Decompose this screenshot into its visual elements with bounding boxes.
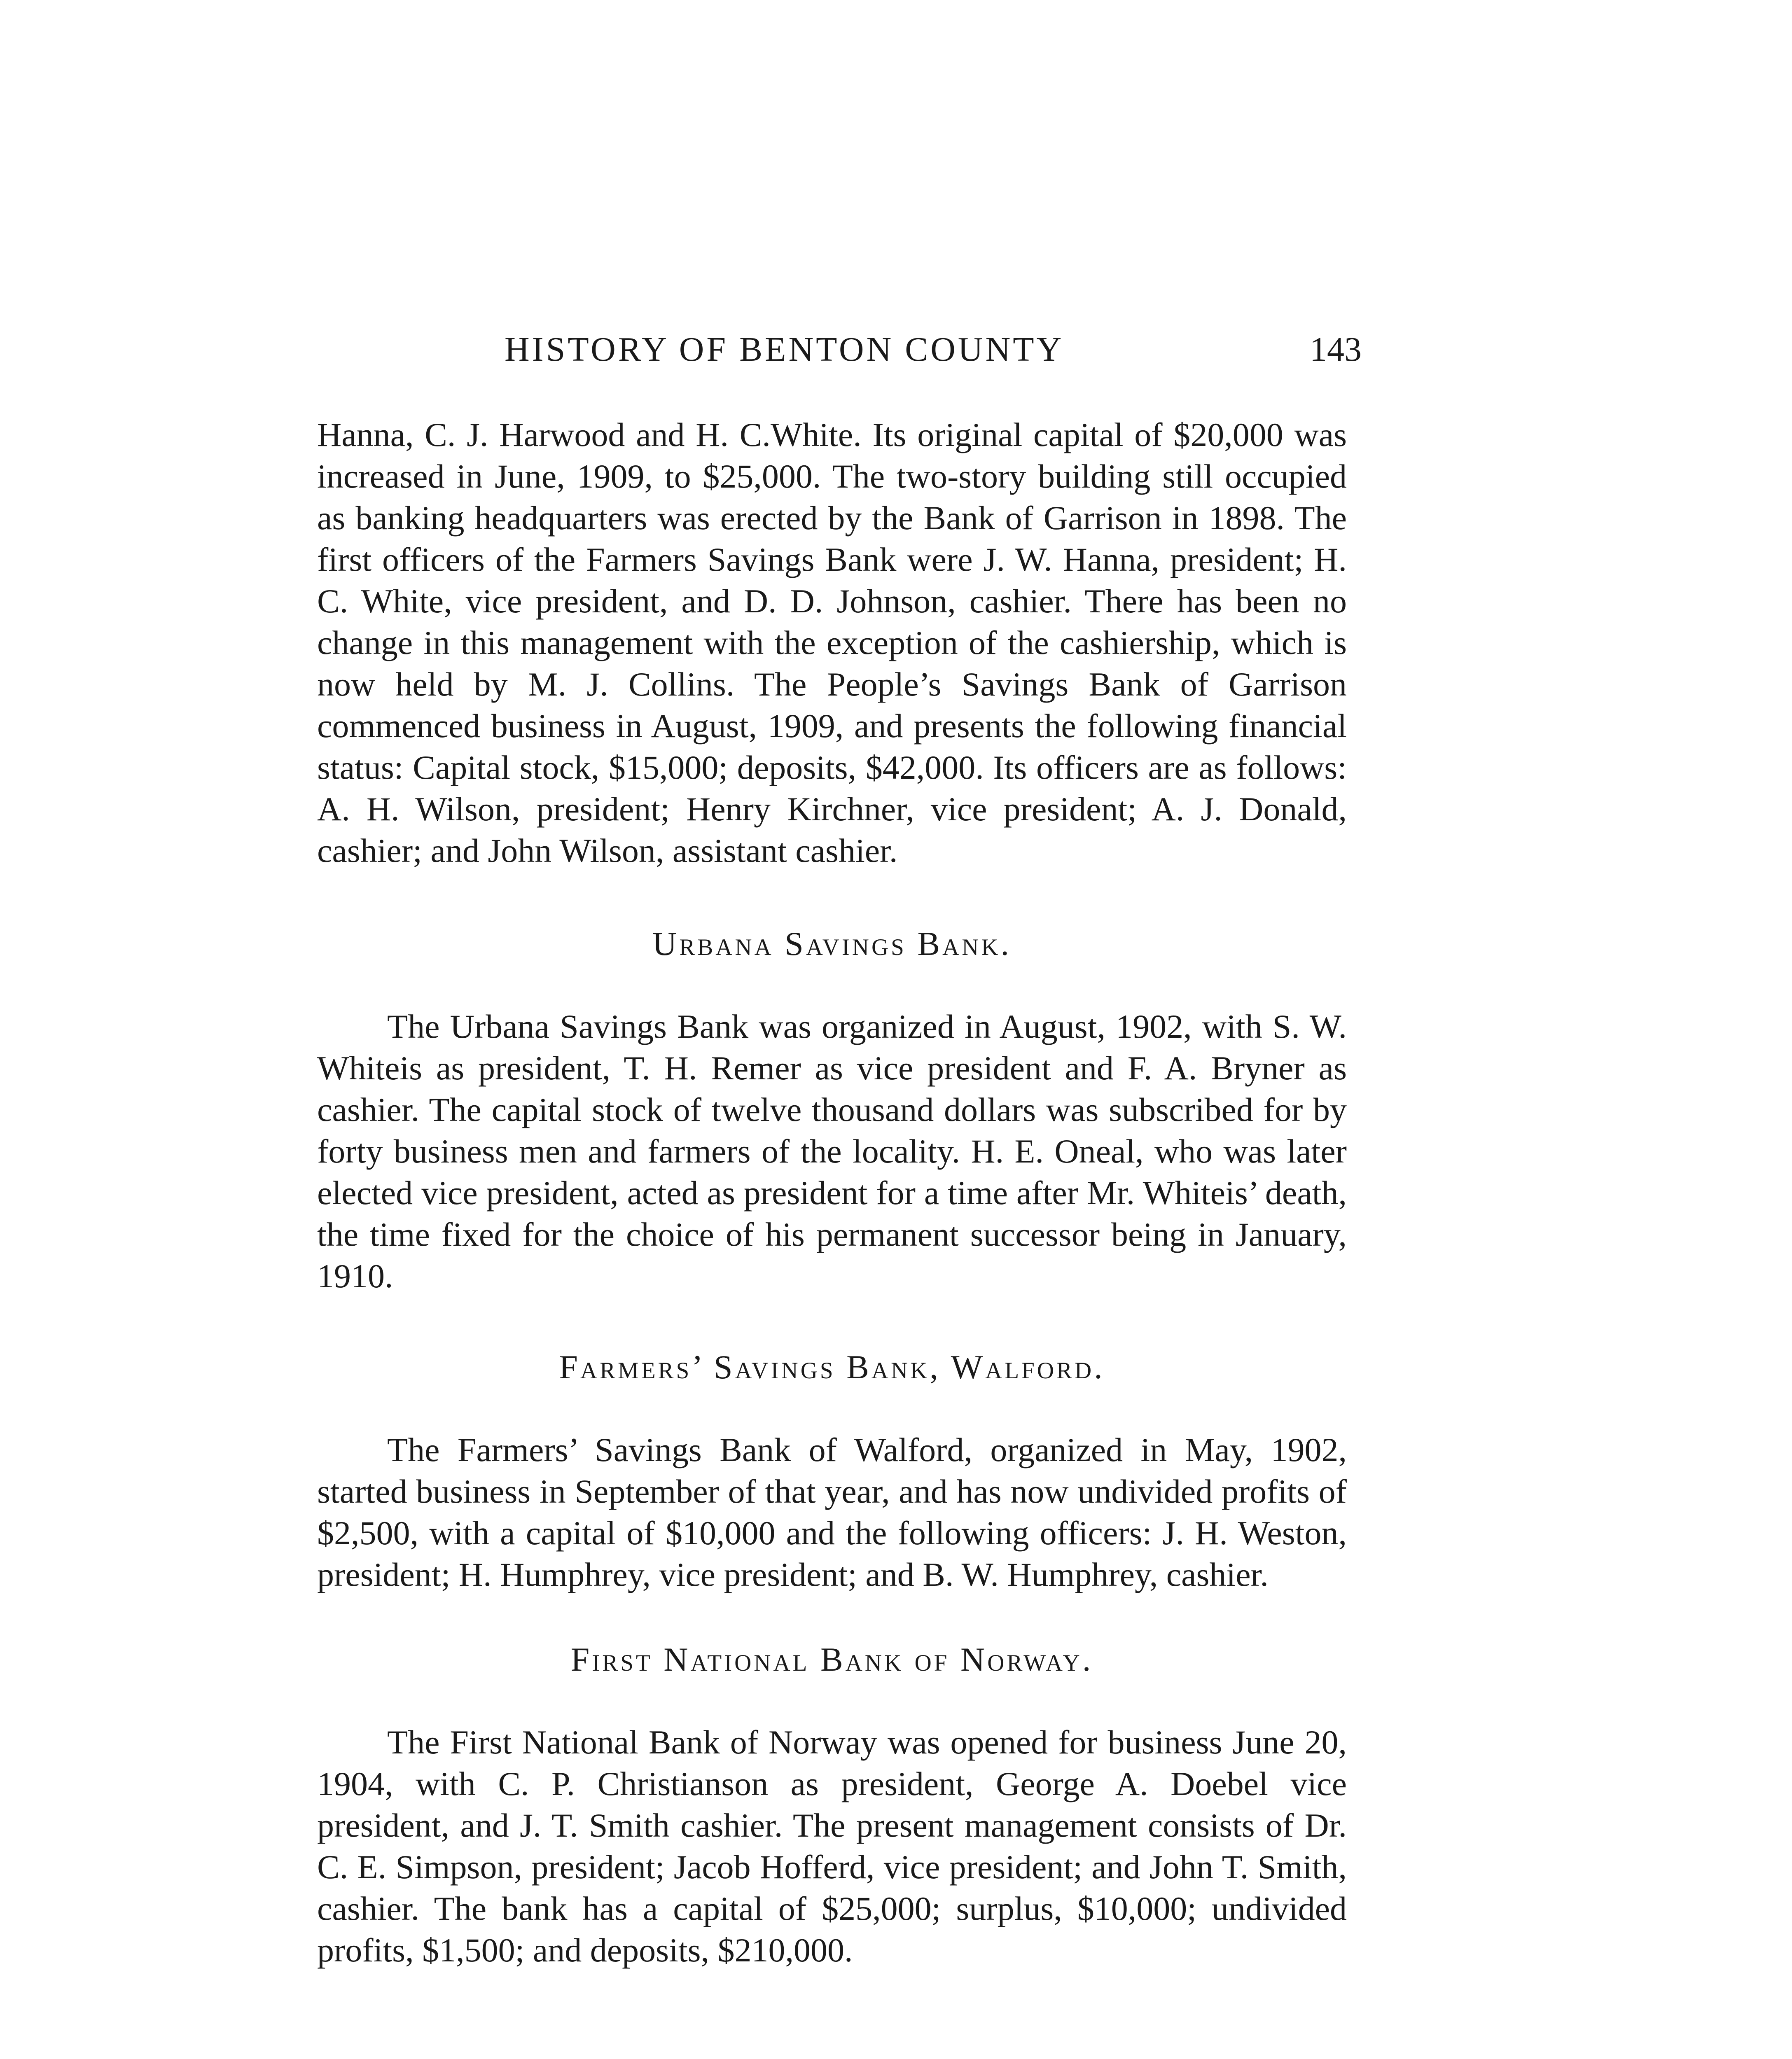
section-paragraph-norway: The First National Bank of Norway was opened for business June 20, 1904, with C. P. Christianson as president, George A. Doebel vice president, and J. T. Smith cashier. The present management consists of Dr. C. E. Simpson, president; Jacob Hofferd, vice president; and John T. Smith, cashier. The bank has a capital of $25,000; surplus, $10,000; undivided profits, $1,500; and deposits, $210,000. [317, 1723, 1347, 1969]
running-title: HISTORY OF BENTON COUNTY [505, 330, 1064, 369]
page-body [317, 414, 1347, 1971]
section-paragraph-walford: The Farmers’ Savings Bank of Walford, organized in May, 1902, started business in September of that year, and has now undivided profits of $2,500, with a capital of $10,000 and the following officers: J. H. Weston, president; H. Humphrey, vice president; and B. W. Humphrey, cashier. [317, 1431, 1347, 1593]
continued-paragraph: Hanna, C. J. Harwood and H. C.White. Its original capital of $20,000 was increased in June, 1909, to $25,000. The two-story building still occupied as banking headquarters was erected by the Bank of Garrison in 1898. The first officers of the Farmers Savings Bank were J. W. Hanna, president; H. C. White, vice president, and D. D. Johnson, cashier. There has been no change in this management with the exception of the cashiership, which is now held by M. J. Collins. The People’s Savings Bank of Garrison commenced business in August, 1909, and presents the following financial status: Capital stock, $15,000; deposits, $42,000. Its officers are as follows: A. H. Wilson, president; Henry Kirchner, vice president; A. J. Donald, cashier; and John Wilson, assistant cashier. [317, 416, 1347, 869]
section-heading-norway: First National Bank of Norway. [570, 1641, 1093, 1678]
page-number: 143 [1310, 330, 1362, 369]
section-heading-walford: Farmers’ Savings Bank, Walford. [559, 1348, 1105, 1386]
section-heading-urbana: Urbana Savings Bank. [652, 925, 1012, 962]
section-paragraph-urbana: The Urbana Savings Bank was organized in August, 1902, with S. W. Whiteis as president, T. H. Remer as vice president and F. A. Bryner as cashier. The capital stock of twelve thousand dollars was subscribed for by forty business men and farmers of the locality. H. E. Oneal, who was later elected vice president, acted as president for a time after Mr. Whiteis’ death, the time fixed for the choice of his permanent successor being in January, 1910. [317, 1008, 1347, 1295]
